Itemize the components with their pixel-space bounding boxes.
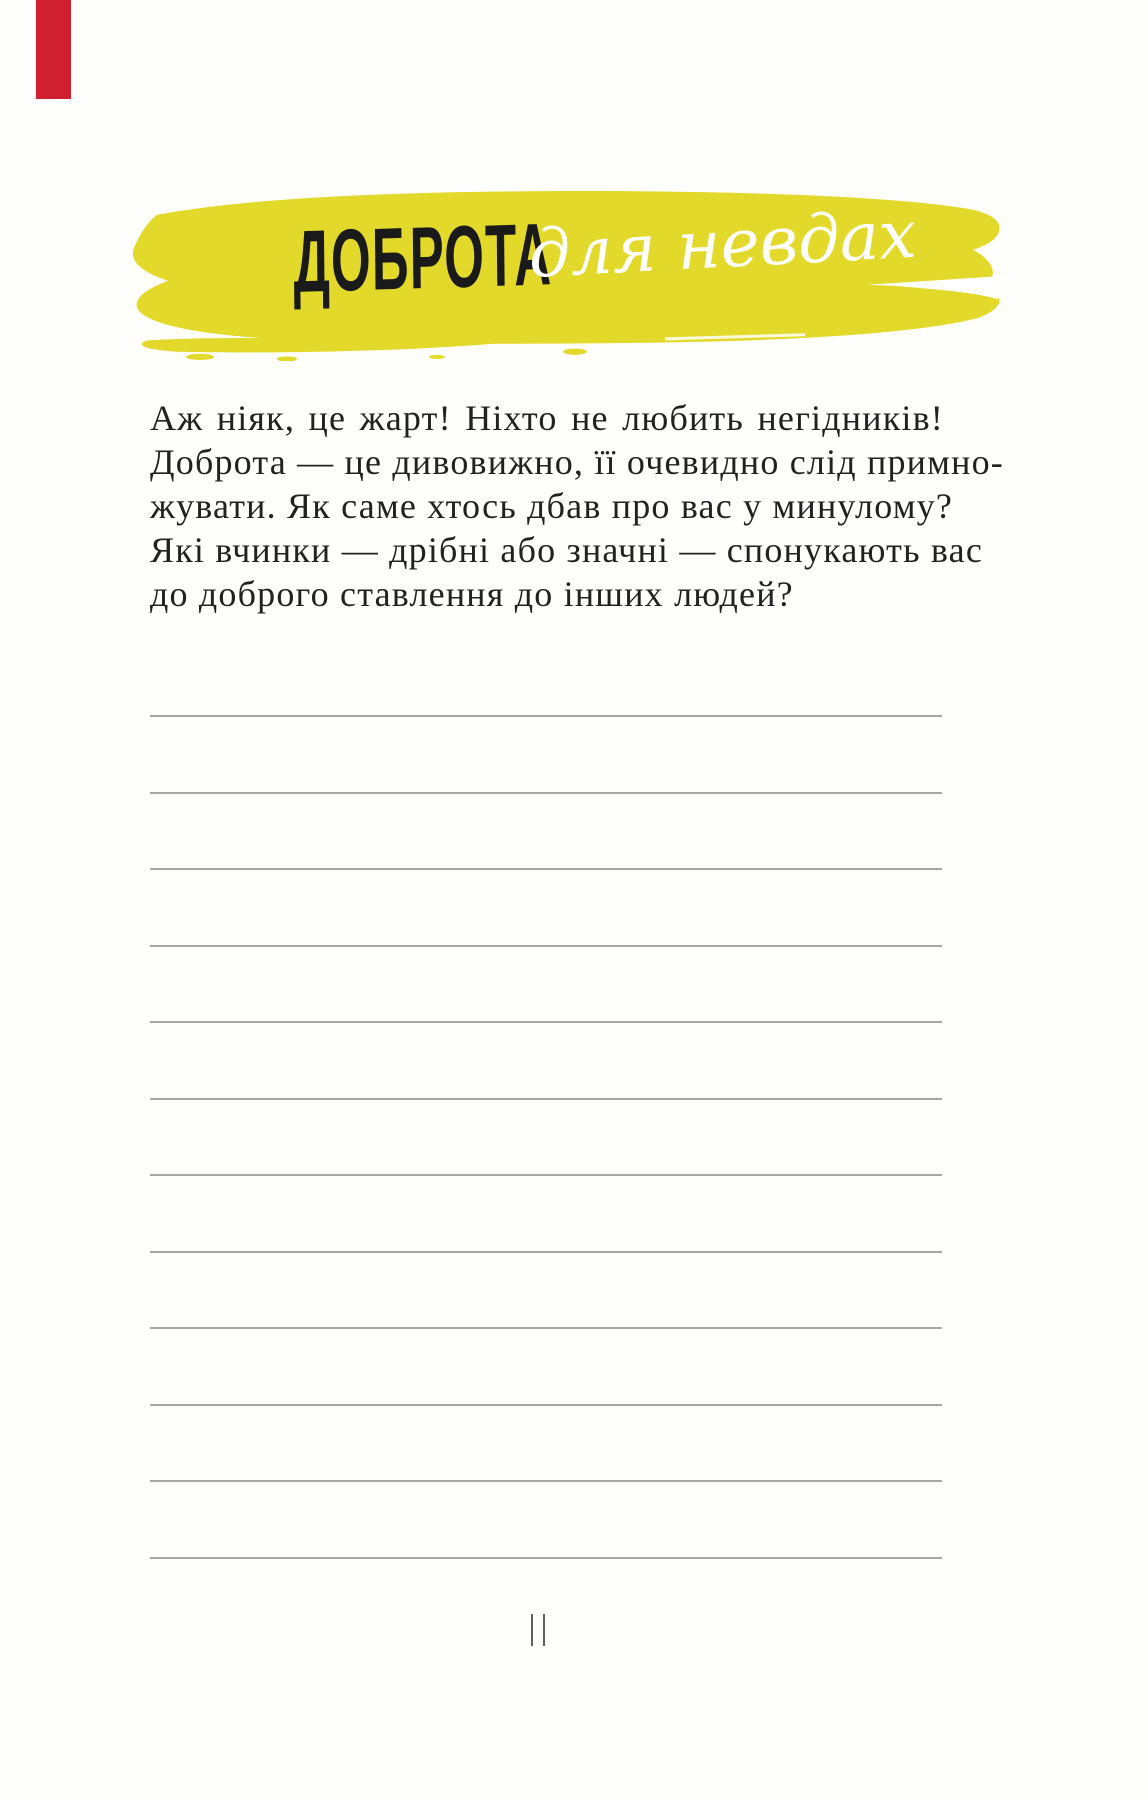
intro-line: жувати. Як саме хтось дбав про вас у минулому? bbox=[150, 486, 954, 526]
intro-line: Які вчинки — дрібні або значні — спонукають вас bbox=[150, 530, 984, 570]
writing-line bbox=[150, 1480, 942, 1482]
writing-line bbox=[150, 1557, 942, 1559]
intro-line: Доброта — це дивовижно, її очевидно слід примно- bbox=[150, 442, 1004, 482]
writing-line bbox=[150, 1098, 942, 1100]
writing-line bbox=[150, 1021, 942, 1023]
bookmark-ribbon bbox=[36, 0, 71, 99]
intro-paragraph bbox=[150, 396, 1004, 616]
writing-line bbox=[150, 1174, 942, 1176]
intro-line: Аж ніяк, це жарт! Ніхто не любить негідників! bbox=[150, 398, 944, 438]
writing-line bbox=[150, 1251, 942, 1253]
writing-line bbox=[150, 1404, 942, 1406]
writing-line bbox=[150, 715, 942, 717]
page-number bbox=[524, 1614, 554, 1646]
writing-line bbox=[150, 945, 942, 947]
chapter-banner bbox=[105, 186, 1005, 361]
chapter-title: ДОБРОТА bbox=[292, 204, 553, 311]
writing-line bbox=[150, 1327, 942, 1329]
writing-line bbox=[150, 868, 942, 870]
writing-line bbox=[150, 792, 942, 794]
chapter-subtitle: для невдах bbox=[526, 195, 919, 293]
intro-line: до доброго ставлення до інших людей? bbox=[150, 574, 794, 614]
